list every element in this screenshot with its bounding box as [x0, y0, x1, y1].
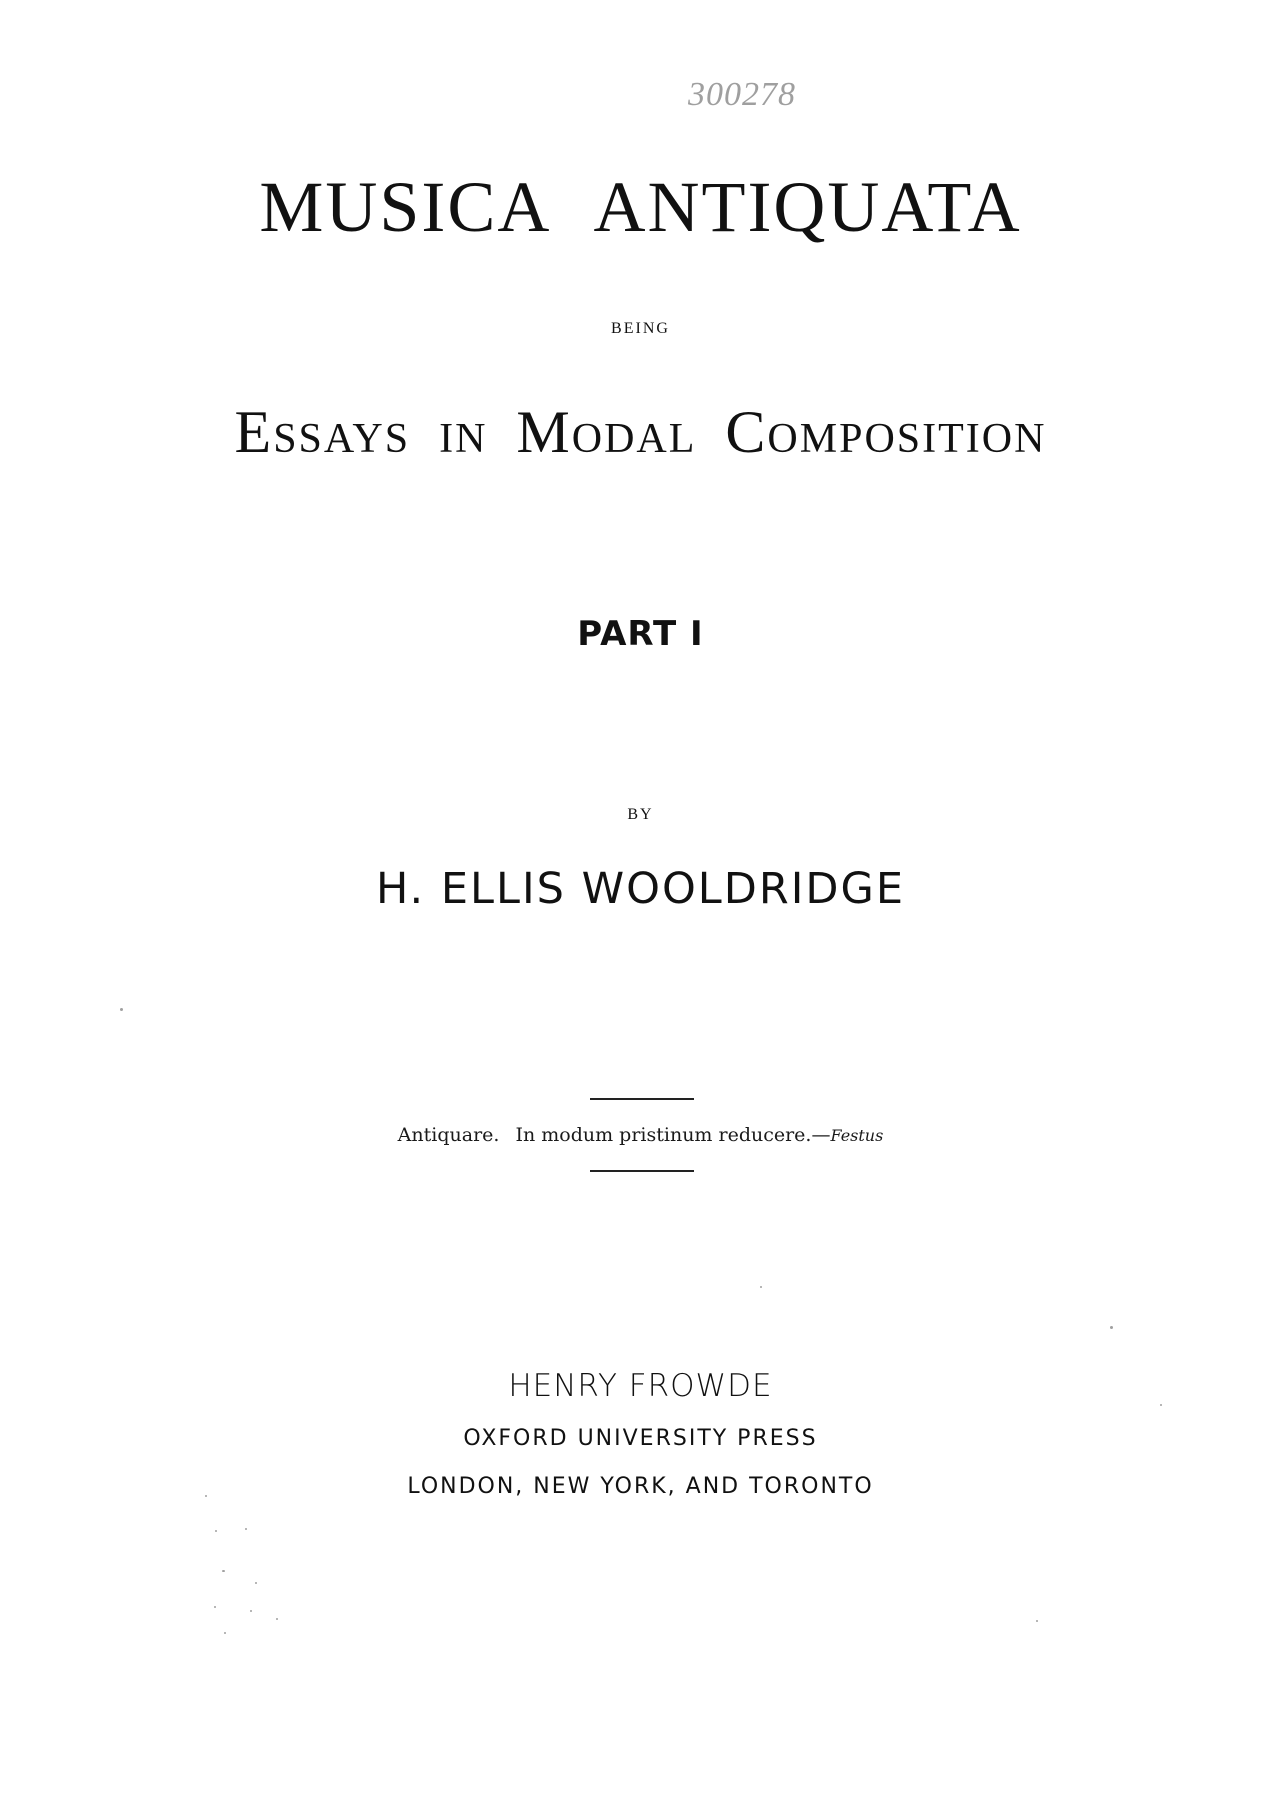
- paper-speck: [245, 1528, 247, 1530]
- epigraph-definition: In modum pristinum reducere.—: [515, 1124, 831, 1146]
- press-name: OXFORD UNIVERSITY PRESS: [463, 1426, 818, 1451]
- book-subtitle: Essays in Modal Composition: [234, 399, 1047, 465]
- paper-speck: [205, 1495, 207, 1497]
- title-connector: BEING: [611, 320, 670, 337]
- publication-cities: LONDON, NEW YORK, AND TORONTO: [407, 1474, 874, 1499]
- paper-speck: [276, 1618, 278, 1620]
- paper-speck: [760, 1286, 762, 1288]
- library-stamp-number: 300278: [688, 76, 796, 113]
- paper-speck: [1110, 1326, 1113, 1329]
- epigraph-source: Festus: [830, 1126, 884, 1145]
- epigraph-top-rule: [590, 1098, 694, 1100]
- paper-speck: [222, 1570, 225, 1572]
- paper-speck: [215, 1530, 217, 1532]
- epigraph-term: Antiquare.: [397, 1124, 500, 1146]
- part-label: PART I: [577, 614, 704, 654]
- paper-speck: [1160, 1404, 1162, 1406]
- epigraph-bottom-rule: [590, 1170, 694, 1172]
- epigraph: [0, 1124, 1281, 1146]
- author-prefix: BY: [627, 806, 654, 823]
- paper-speck: [214, 1606, 216, 1608]
- paper-speck: [250, 1610, 252, 1612]
- author-name: H. ELLIS WOOLDRIDGE: [375, 864, 906, 914]
- paper-speck: [120, 1008, 123, 1011]
- book-title: MUSICA ANTIQUATA: [259, 167, 1022, 247]
- publisher-name: HENRY FROWDE: [508, 1368, 773, 1404]
- paper-speck: [1036, 1620, 1038, 1622]
- paper-speck: [224, 1632, 226, 1634]
- paper-speck: [255, 1582, 257, 1584]
